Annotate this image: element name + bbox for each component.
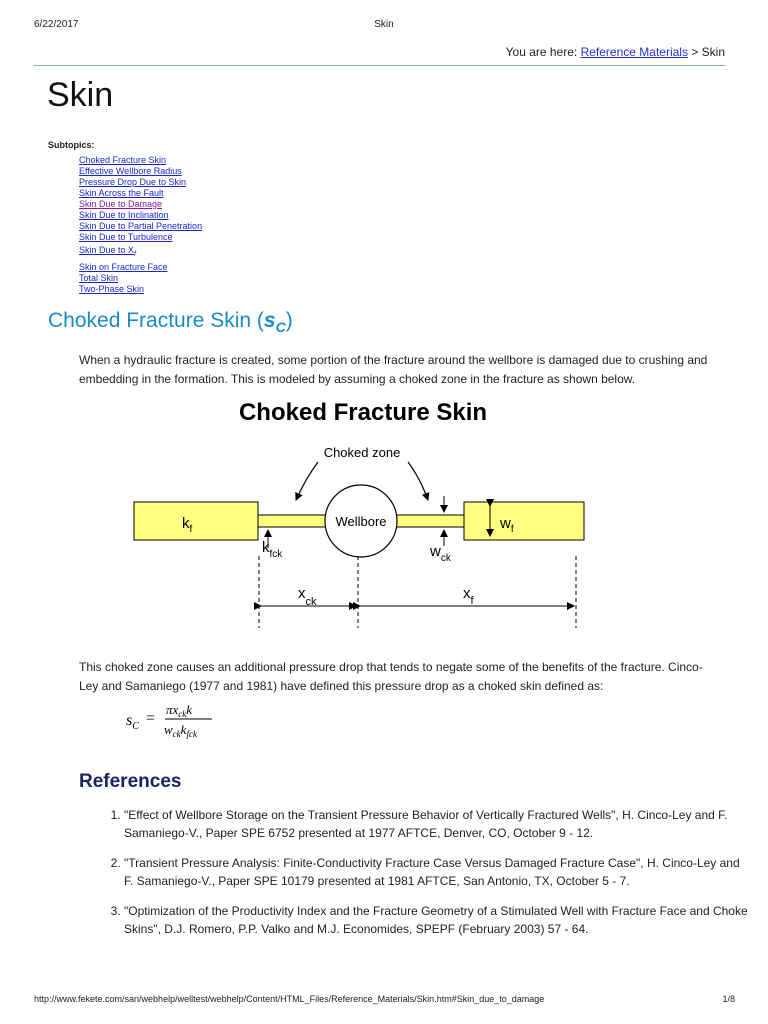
subtopic-link-skin-due-to-xf[interactable] [79, 245, 136, 258]
formula-equals: = [146, 710, 156, 727]
reference-item: 3. "Optimization of the Productivity Index and the Fracture Geometry of a Stimulated Well with Fracture Face and Choke Skins", D.J. Romero, P.P. Valko and M.J. Economides, SPEPF (February 2003) 57 - 64. [124, 902, 748, 938]
list-item [79, 166, 202, 177]
choked-skin-paragraph: This choked zone causes an additional pressure drop that tends to negate some of the benefits of the fracture. Cinco-Ley and Samaniego (1977 and 1981) have defined this pressure drop as a choked skin defined as: [79, 660, 703, 693]
wck-label: $w_{ck}$ [430, 543, 451, 564]
subtopic-link-choked-fracture-skin[interactable]: Choked Fracture Skin [79, 155, 167, 165]
references-heading: References [79, 771, 182, 792]
formula-denominator: $w_{ck}k_{fck}$ [164, 722, 197, 739]
subtopic-label-xf: Skin Due to X [79, 245, 135, 255]
subtopic-link-partial-penetration[interactable]: Skin Due to Partial Penetration [79, 221, 203, 231]
subtopic-link-skin-due-to-inclination[interactable]: Skin Due to Inclination [79, 210, 169, 220]
choked-fracture-diagram [128, 394, 598, 634]
list-item [79, 210, 202, 221]
intro-paragraph: When a hydraulic fracture is created, some portion of the fracture around the wellbore is damaged due to crushing and embedding in the formation. This is modeled by assuming a choked zone in the fracture as shown below. [79, 353, 708, 386]
header-divider [34, 65, 725, 66]
subtopic-link-pressure-drop[interactable]: Pressure Drop Due to Skin [79, 177, 187, 187]
subtopic-link-skin-due-to-turbulence[interactable]: Skin Due to Turbulence [79, 232, 173, 242]
diagram-title: Choked Fracture Skin [238, 399, 488, 426]
choked-zone-label: Choked zone [323, 445, 401, 460]
print-footer-url: http://www.fekete.com/san/webhelp/welltest/webhelp/Content/HTML_Files/Reference_Materials/Skin.htm#Skin_due_to_damage [34, 994, 545, 1004]
list-item [79, 243, 202, 262]
subtopic-link-effective-wellbore-radius[interactable]: Effective Wellbore Radius [79, 166, 182, 176]
subtopics-list [79, 155, 202, 295]
list-item [79, 221, 202, 232]
kf-label: $k_f$ [182, 515, 193, 535]
fracture-block-right [464, 502, 584, 540]
subtopics-label: Subtopics: [48, 140, 95, 150]
list-item [79, 188, 202, 199]
xf-label: $x_f$ [463, 585, 474, 607]
list-item [79, 155, 202, 166]
list-item [79, 284, 202, 295]
wf-label: $w_f$ [500, 515, 514, 535]
choked-zone-arrow-left [296, 462, 318, 500]
subtopic-label-xf-sub: f [134, 250, 136, 258]
list-item [79, 177, 202, 188]
breadcrumb-link-reference-materials[interactable]: Reference Materials [580, 45, 688, 59]
breadcrumb-prefix: You are here: [505, 45, 581, 59]
reference-item: 1. "Effect of Wellbore Storage on the Transient Pressure Behavior of Vertically Fractured Wells", H. Cinco-Ley and F. Samaniego-V., Paper SPE 6752 presented at 1977 AFTCE, Denver, CO, October 9 - 12. [124, 806, 748, 842]
breadcrumb-current: Skin [701, 45, 725, 59]
print-date: 6/22/2017 [34, 19, 79, 30]
subtopic-link-skin-across-fault[interactable]: Skin Across the Fault [79, 188, 164, 198]
xck-label: $x_{ck}$ [298, 585, 317, 608]
wellbore-label: Wellbore [335, 514, 387, 529]
page-title: Skin [47, 76, 114, 114]
kfck-label: $k_{fck}$ [262, 539, 283, 560]
section-heading [48, 309, 293, 335]
section-title-subscript: C [275, 319, 286, 336]
choked-zone-arrow-right [408, 462, 428, 500]
formula-numerator: $\pi x_{ck}k$ [166, 702, 193, 719]
subtopic-link-two-phase-skin[interactable]: Two-Phase Skin [79, 283, 145, 294]
fracture-block-left [134, 502, 258, 540]
references-list [104, 806, 748, 950]
list-item [79, 273, 202, 284]
section-title-prefix: Choked Fracture Skin ( [48, 309, 264, 332]
list-item [79, 262, 202, 273]
subtopic-link-skin-on-fracture-face[interactable]: Skin on Fracture Face [79, 261, 168, 272]
breadcrumb [506, 45, 725, 59]
print-page-number: 1/8 [722, 994, 735, 1004]
formula-lhs: $s_C$ [126, 712, 139, 732]
section-title-symbol: s [263, 309, 276, 332]
section-title-suffix: ) [285, 309, 293, 332]
subtopic-link-skin-due-to-damage[interactable]: Skin Due to Damage [79, 199, 163, 209]
reference-item: 2. "Transient Pressure Analysis: Finite-Conductivity Fracture Case Versus Damaged Fracture Case", H. Cinco-Ley and F. Samaniego-V., Paper SPE 10179 presented at 1981 AFTCE, San Antonio, TX, October 5 - 7. [124, 854, 748, 890]
breadcrumb-separator: > [687, 45, 702, 59]
print-title: Skin [374, 19, 394, 30]
subtopic-link-total-skin[interactable]: Total Skin [79, 272, 119, 283]
choked-skin-formula [126, 697, 246, 741]
list-item [79, 232, 202, 243]
list-item [79, 199, 202, 210]
